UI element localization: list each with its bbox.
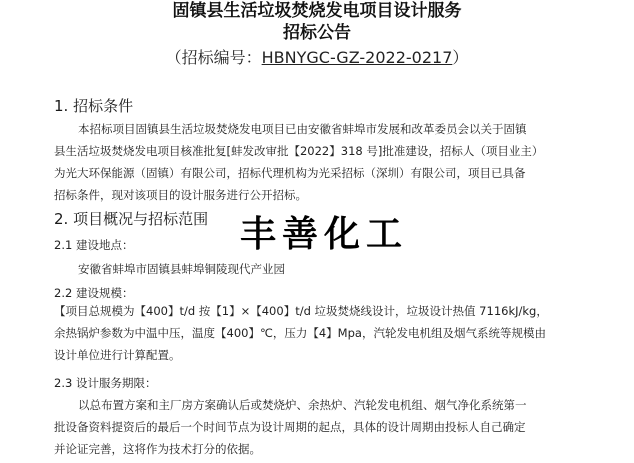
paragraph-line: 县生活垃圾焚烧发电项目核准批复[蚌发改审批【2022】318 号]批准建设，招标人（项目业主） xyxy=(54,144,544,158)
paragraph-line: 并论证完善，这将作为技术打分的依据。 xyxy=(54,442,261,456)
document-subtitle: 招标公告 xyxy=(283,23,351,43)
section1-paragraph xyxy=(54,118,614,206)
tender-number xyxy=(0,47,634,69)
tender-number-code: HBNYGC-GZ-2022-0217 xyxy=(261,48,453,67)
paragraph-line: 批设备资料提资后的最后一个时间节点为设计周期的起点，具体的设计周期由投标人自己确定 xyxy=(54,420,526,434)
item-2-1-label: 2.1 建设地点： xyxy=(54,238,134,252)
item-2-3-label: 2.3 设计服务期限： xyxy=(54,376,157,390)
paragraph-line: 【项目总规模为【400】t/d 按【1】×【400】t/d 垃圾焚烧线设计，垃圾设计热值 7116kJ/kg， xyxy=(54,304,548,318)
paragraph-line: 安徽省蚌埠市固镇县蚌埠铜陵现代产业园 xyxy=(78,262,285,276)
document-title: 固镇县生活垃圾焚烧发电项目设计服务 xyxy=(172,1,462,21)
paragraph-line: 余热锅炉参数为中温中压，温度【400】℃，压力【4】Mpa，汽轮发电机组及烟气系统等规模由 xyxy=(54,326,546,340)
paragraph-line: 设计单位进行计算配置。 xyxy=(54,348,181,362)
section-heading-1: 1. 招标条件 xyxy=(54,97,134,115)
item-2-3-paragraph xyxy=(54,394,614,460)
item-2-1-text xyxy=(54,258,614,280)
paragraph-line: 以总布置方案和主厂房方案确认后或焚烧炉、余热炉、汽轮发电机组、烟气净化系统第一 xyxy=(78,398,527,412)
watermark-logo-text: 丰善化工 xyxy=(240,214,409,255)
item-2-2-label: 2.2 建设规模： xyxy=(54,286,134,300)
paragraph-line: 为光大环保能源（固镇）有限公司，招标代理机构为光采招标（深圳）有限公司，项目已具备 xyxy=(54,166,526,180)
item-2-2-paragraph xyxy=(54,300,614,366)
tender-number-prefix: （招标编号： xyxy=(165,48,262,67)
tender-number-suffix: ） xyxy=(452,48,469,67)
paragraph-line: 招标条件，现对该项目的设计服务进行公开招标。 xyxy=(54,188,307,202)
section-heading-2: 2. 项目概况与招标范围 xyxy=(54,210,209,228)
paragraph-line: 本招标项目固镇县生活垃圾焚烧发电项目已由安徽省蚌埠市发展和改革委员会以关于固镇 xyxy=(78,122,527,136)
